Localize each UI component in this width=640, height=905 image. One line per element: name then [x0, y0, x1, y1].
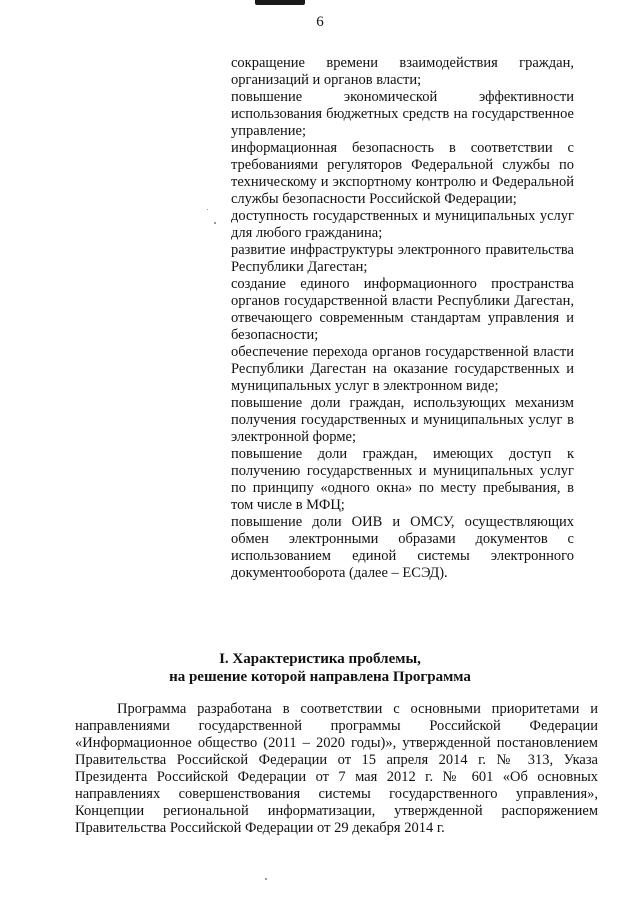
goal-item: создание единого информационного пространства органов государственной власти Республики Дагестан, отвечающего современным стандартам управления и безопасности; [231, 276, 574, 343]
goal-item: обеспечение перехода органов государственной власти Республики Дагестан на оказание государственных и муниципальных услуг в электронном виде; [231, 344, 574, 394]
goal-item: доступность государственных и муниципальных услуг для любого гражданина; [231, 208, 574, 241]
scan-speck [214, 222, 216, 224]
scan-speck [207, 209, 208, 210]
section-heading-line-2: на решение которой направлена Программа [169, 669, 471, 685]
body-paragraph: Программа разработана в соответствии с основными приоритетами и направлениями государственной программы Российской Федерации «Информационное общество (2011 – 2020 годы)», утвержденной постановлением Правительства Российской Федерации от 15 апреля 2014 г. № 313, Указа Президента Российской Федерации от 7 мая 2012 г. № 601 «Об основных направлениях совершенствования системы государственного управления», Концепции региональной информатизации, утвержденной распоряжением Правительства Российской Федерации от 29 декабря 2014 г. [75, 701, 598, 836]
goal-item: информационная безопасность в соответствии с требованиями регуляторов Федеральной службы по техническому и экспортному контролю и Федеральной службы безопасности Российской Федерации; [231, 140, 574, 207]
goal-item: повышение доли граждан, имеющих доступ к получению государственных и муниципальных услуг по принципу «одного окна» по месту пребывания, в том числе в МФЦ; [231, 446, 574, 513]
section-heading [0, 650, 640, 686]
goal-item: развитие инфраструктуры электронного правительства Республики Дагестан; [231, 242, 574, 275]
page-number: 6 [316, 14, 324, 30]
goal-item: сокращение времени взаимодействия граждан, организаций и органов власти; [231, 55, 574, 88]
goals-list [231, 55, 574, 582]
goal-item: повышение доли ОИВ и ОМСУ, осуществляющих обмен электронными образами документов с использованием единой системы электронного документооборота (далее – ЕСЭД). [231, 514, 574, 581]
goal-item: повышение экономической эффективности использования бюджетных средств на государственное управление; [231, 89, 574, 139]
section-heading-line-1: I. Характеристика проблемы, [219, 651, 421, 667]
goal-item: повышение доли граждан, использующих механизм получения государственных и муниципальных услуг в электронной форме; [231, 395, 574, 445]
scan-speck [265, 878, 267, 880]
scan-top-mark [255, 0, 305, 5]
